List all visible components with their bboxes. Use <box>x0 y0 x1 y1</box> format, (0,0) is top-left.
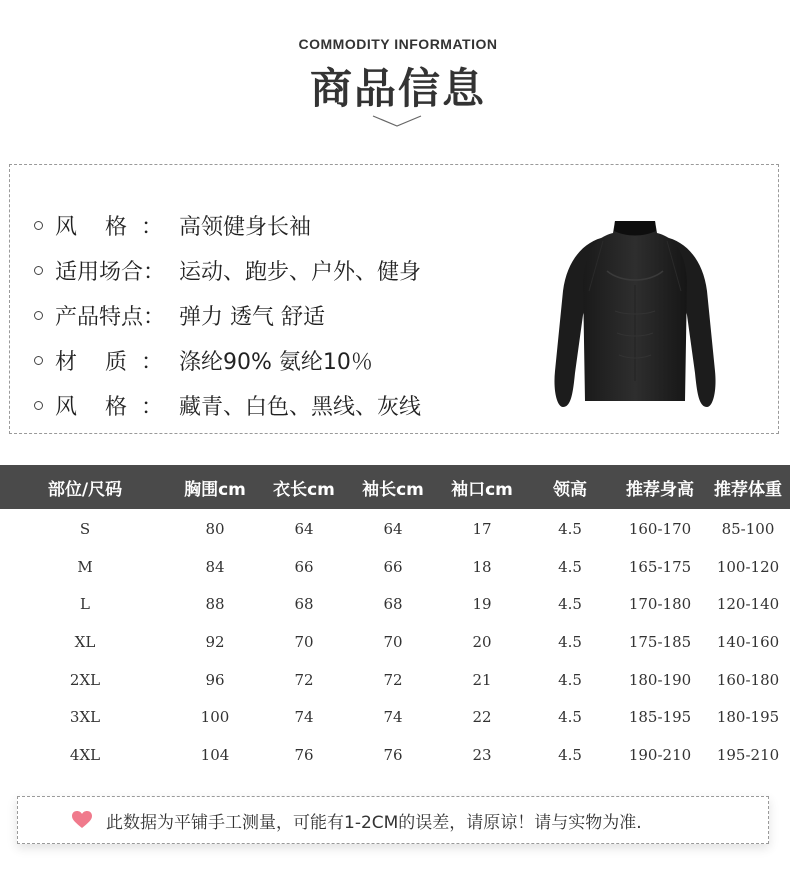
table-cell: 160-170 <box>628 519 692 538</box>
table-cell: 4.5 <box>558 670 582 689</box>
table-cell: 66 <box>383 557 403 576</box>
attribute-value: 运动、跑步、户外、健身 <box>179 260 422 285</box>
attribute-label: 风 格 ： <box>55 395 163 420</box>
table-row <box>0 510 790 548</box>
table-header-row <box>0 465 790 509</box>
section-header <box>0 0 790 140</box>
table-row <box>0 548 790 586</box>
table-cell: 19 <box>472 595 492 614</box>
attribute-label: 材 质 ： <box>55 350 163 375</box>
attribute-label: 产品特点： <box>55 305 166 330</box>
product-shirt-image <box>545 211 725 411</box>
size-label-cell: 2XL <box>69 670 101 689</box>
table-row <box>0 736 790 774</box>
table-cell: 170-180 <box>628 595 692 614</box>
table-cell: 104 <box>200 745 230 764</box>
table-cell: 100-120 <box>716 557 780 576</box>
column-header: 袖长cm <box>362 479 424 500</box>
product-info-panel <box>9 164 779 434</box>
table-cell: 64 <box>383 519 403 538</box>
attribute-value: 涤纶90% 氨纶10％ <box>179 350 373 375</box>
attribute-row <box>34 338 421 383</box>
table-cell: 100 <box>200 708 230 727</box>
table-cell: 68 <box>383 595 403 614</box>
attribute-row <box>34 203 421 248</box>
table-cell: 70 <box>294 632 314 651</box>
table-cell: 175-185 <box>628 632 692 651</box>
circle-bullet-icon <box>34 221 43 230</box>
table-cell: 17 <box>472 519 492 538</box>
table-cell: 4.5 <box>558 557 582 576</box>
section-title: 商品信息 <box>309 64 486 113</box>
table-cell: 195-210 <box>716 745 780 764</box>
table-cell: 120-140 <box>716 595 780 614</box>
section-subtitle: COMMODITY INFORMATION <box>298 36 498 52</box>
attribute-value: 高领健身长袖 <box>179 215 312 240</box>
size-table <box>0 465 790 774</box>
table-body <box>0 510 790 774</box>
table-cell: 70 <box>383 632 403 651</box>
chevron-down-icon <box>372 114 422 128</box>
size-label-cell: S <box>79 519 91 538</box>
column-header: 袖口cm <box>451 479 513 500</box>
table-row <box>0 698 790 736</box>
heart-icon <box>72 811 92 829</box>
table-cell: 85-100 <box>721 519 775 538</box>
table-cell: 18 <box>472 557 492 576</box>
size-label-cell: 4XL <box>69 745 101 764</box>
table-cell: 4.5 <box>558 632 582 651</box>
attribute-label: 风 格 ： <box>55 215 163 240</box>
attribute-row <box>34 248 421 293</box>
table-cell: 96 <box>205 670 225 689</box>
table-cell: 84 <box>205 557 225 576</box>
circle-bullet-icon <box>34 266 43 275</box>
table-cell: 21 <box>472 670 492 689</box>
table-cell: 74 <box>383 708 403 727</box>
table-cell: 74 <box>294 708 314 727</box>
column-header: 推荐体重 <box>714 479 782 500</box>
table-cell: 72 <box>294 670 314 689</box>
column-header: 推荐身高 <box>626 479 694 500</box>
table-cell: 180-190 <box>628 670 692 689</box>
size-label-cell: XL <box>74 632 96 651</box>
column-header: 领高 <box>553 479 587 500</box>
column-header: 胸围cm <box>184 479 246 500</box>
attribute-row <box>34 293 421 338</box>
table-cell: 64 <box>294 519 314 538</box>
size-label-cell: L <box>80 595 90 614</box>
column-header: 衣长cm <box>273 479 335 500</box>
table-cell: 4.5 <box>558 745 582 764</box>
circle-bullet-icon <box>34 311 43 320</box>
table-cell: 140-160 <box>716 632 780 651</box>
table-cell: 4.5 <box>558 595 582 614</box>
table-cell: 20 <box>472 632 492 651</box>
table-row <box>0 585 790 623</box>
table-row <box>0 623 790 661</box>
table-cell: 165-175 <box>628 557 692 576</box>
table-cell: 22 <box>472 708 492 727</box>
table-cell: 76 <box>294 745 314 764</box>
attribute-label: 适用场合： <box>55 260 166 285</box>
attribute-value: 藏青、白色、黑线、灰线 <box>179 395 422 420</box>
circle-bullet-icon <box>34 401 43 410</box>
table-cell: 68 <box>294 595 314 614</box>
table-cell: 23 <box>472 745 492 764</box>
size-label-cell: M <box>77 557 93 576</box>
table-cell: 180-195 <box>716 708 780 727</box>
table-cell: 76 <box>383 745 403 764</box>
note-text: 此数据为平铺手工测量，可能有1-2CM的误差，请原谅！请与实物为准. <box>106 812 642 833</box>
table-cell: 88 <box>205 595 225 614</box>
table-cell: 185-195 <box>628 708 692 727</box>
table-cell: 66 <box>294 557 314 576</box>
table-cell: 190-210 <box>628 745 692 764</box>
size-label-cell: 3XL <box>69 708 101 727</box>
attribute-value: 弹力 透气 舒适 <box>179 305 325 330</box>
table-cell: 160-180 <box>716 670 780 689</box>
table-cell: 4.5 <box>558 519 582 538</box>
table-cell: 72 <box>383 670 403 689</box>
attribute-row <box>34 383 421 428</box>
table-cell: 4.5 <box>558 708 582 727</box>
table-cell: 92 <box>205 632 225 651</box>
measurement-note <box>17 796 769 844</box>
circle-bullet-icon <box>34 356 43 365</box>
table-cell: 80 <box>205 519 225 538</box>
column-header: 部位/尺码 <box>47 479 123 500</box>
product-attributes-list <box>34 203 421 428</box>
table-row <box>0 661 790 699</box>
